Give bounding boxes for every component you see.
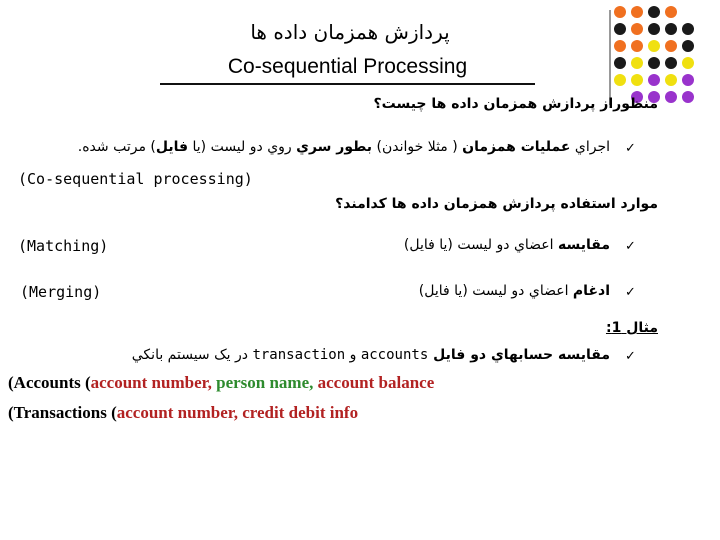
decor-dot bbox=[631, 6, 643, 18]
example-title: مثال 1: bbox=[605, 320, 658, 336]
bullet-1-bold-2: بطور سري bbox=[296, 139, 373, 155]
bullet-4-rest: در يک سيستم بانکي bbox=[131, 347, 253, 363]
bullet-4-transaction: transaction bbox=[252, 347, 346, 363]
bullet-1-part-3: روي دو ليست (يا bbox=[188, 139, 297, 155]
decor-dot bbox=[631, 74, 643, 86]
decor-dot bbox=[682, 23, 694, 35]
section-question-2: موارد استفاده پردازش همزمان داده ها كدامند؟ bbox=[335, 196, 658, 212]
bullet-1-part-1: اجراي bbox=[570, 139, 610, 155]
decor-dot bbox=[648, 57, 660, 69]
decor-dot bbox=[682, 40, 694, 52]
transactions-fields: account number, credit debit info bbox=[116, 403, 359, 422]
bullet-1-part-4: ) مرتب شده. bbox=[77, 139, 156, 155]
bullet-2-text bbox=[404, 237, 610, 253]
transactions-record-prefix: (Transactions ( bbox=[8, 403, 117, 422]
decor-dot bbox=[648, 74, 660, 86]
accounts-field-balance: account balance bbox=[317, 373, 435, 392]
bullet-4-text bbox=[132, 347, 610, 363]
accounts-record-prefix: (Accounts ( bbox=[8, 373, 91, 392]
bullet-4-bold: مقايسه حسابهاي دو فايل bbox=[428, 347, 610, 363]
bullet-3-english: (Merging) bbox=[20, 283, 102, 301]
decor-dot bbox=[682, 57, 694, 69]
bullet-2-bold: مقايسه bbox=[558, 237, 610, 253]
bullet-1-bold-1: عمليات همزمان bbox=[462, 139, 571, 155]
decor-dot bbox=[631, 40, 643, 52]
bullet-3-bold: ادغام bbox=[572, 283, 610, 299]
decor-dot bbox=[682, 91, 694, 103]
bullet-1-part-2: ( مثلا خواندن) bbox=[372, 139, 463, 155]
accounts-record-line bbox=[8, 373, 434, 393]
decor-dot bbox=[614, 23, 626, 35]
checkmark-icon: ✓ bbox=[625, 285, 636, 300]
page-title-english: Co-sequential Processing bbox=[227, 55, 468, 78]
checkmark-icon: ✓ bbox=[625, 239, 636, 254]
bullet-1-bold-3: فايل bbox=[155, 139, 189, 155]
transactions-record-line bbox=[8, 403, 358, 423]
decor-dot bbox=[648, 40, 660, 52]
bullet-2-rest: اعضاي دو ليست (يا فايل) bbox=[403, 237, 558, 253]
decor-dot bbox=[614, 6, 626, 18]
section-question-1: منظوراز پردازش همزمان داده ها چيست؟ bbox=[373, 96, 658, 112]
decor-dot bbox=[665, 57, 677, 69]
decor-dot bbox=[665, 23, 677, 35]
accounts-field-account-number: account number, bbox=[90, 373, 217, 392]
bullet-3-rest: اعضاي دو ليست (يا فايل) bbox=[418, 283, 573, 299]
decor-dot bbox=[614, 40, 626, 52]
decor-dot bbox=[614, 74, 626, 86]
decor-dot bbox=[665, 74, 677, 86]
decor-dot bbox=[614, 57, 626, 69]
decor-vertical-line bbox=[609, 10, 611, 105]
bullet-2-english: (Matching) bbox=[18, 237, 109, 255]
bullet-4-accounts: accounts bbox=[360, 347, 429, 363]
decor-dot bbox=[665, 6, 677, 18]
checkmark-icon: ✓ bbox=[625, 349, 636, 364]
decor-dot bbox=[648, 23, 660, 35]
title-underline bbox=[160, 83, 535, 85]
accounts-field-person-name: person name, bbox=[216, 373, 318, 392]
decor-dot-grid bbox=[614, 6, 714, 106]
checkmark-icon: ✓ bbox=[625, 141, 636, 156]
bullet-4-va: و bbox=[345, 347, 361, 363]
decor-dot bbox=[648, 6, 660, 18]
decor-dot bbox=[631, 23, 643, 35]
decor-dot bbox=[665, 40, 677, 52]
decor-dot bbox=[682, 74, 694, 86]
decor-dot bbox=[631, 57, 643, 69]
bullet-3-text bbox=[419, 283, 610, 299]
decor-dot bbox=[665, 91, 677, 103]
bullet-1-text bbox=[78, 139, 610, 155]
bullet-1-english: (Co-sequential processing) bbox=[18, 170, 253, 188]
page-title-persian: پردازش همزمان داده ها bbox=[250, 20, 450, 44]
